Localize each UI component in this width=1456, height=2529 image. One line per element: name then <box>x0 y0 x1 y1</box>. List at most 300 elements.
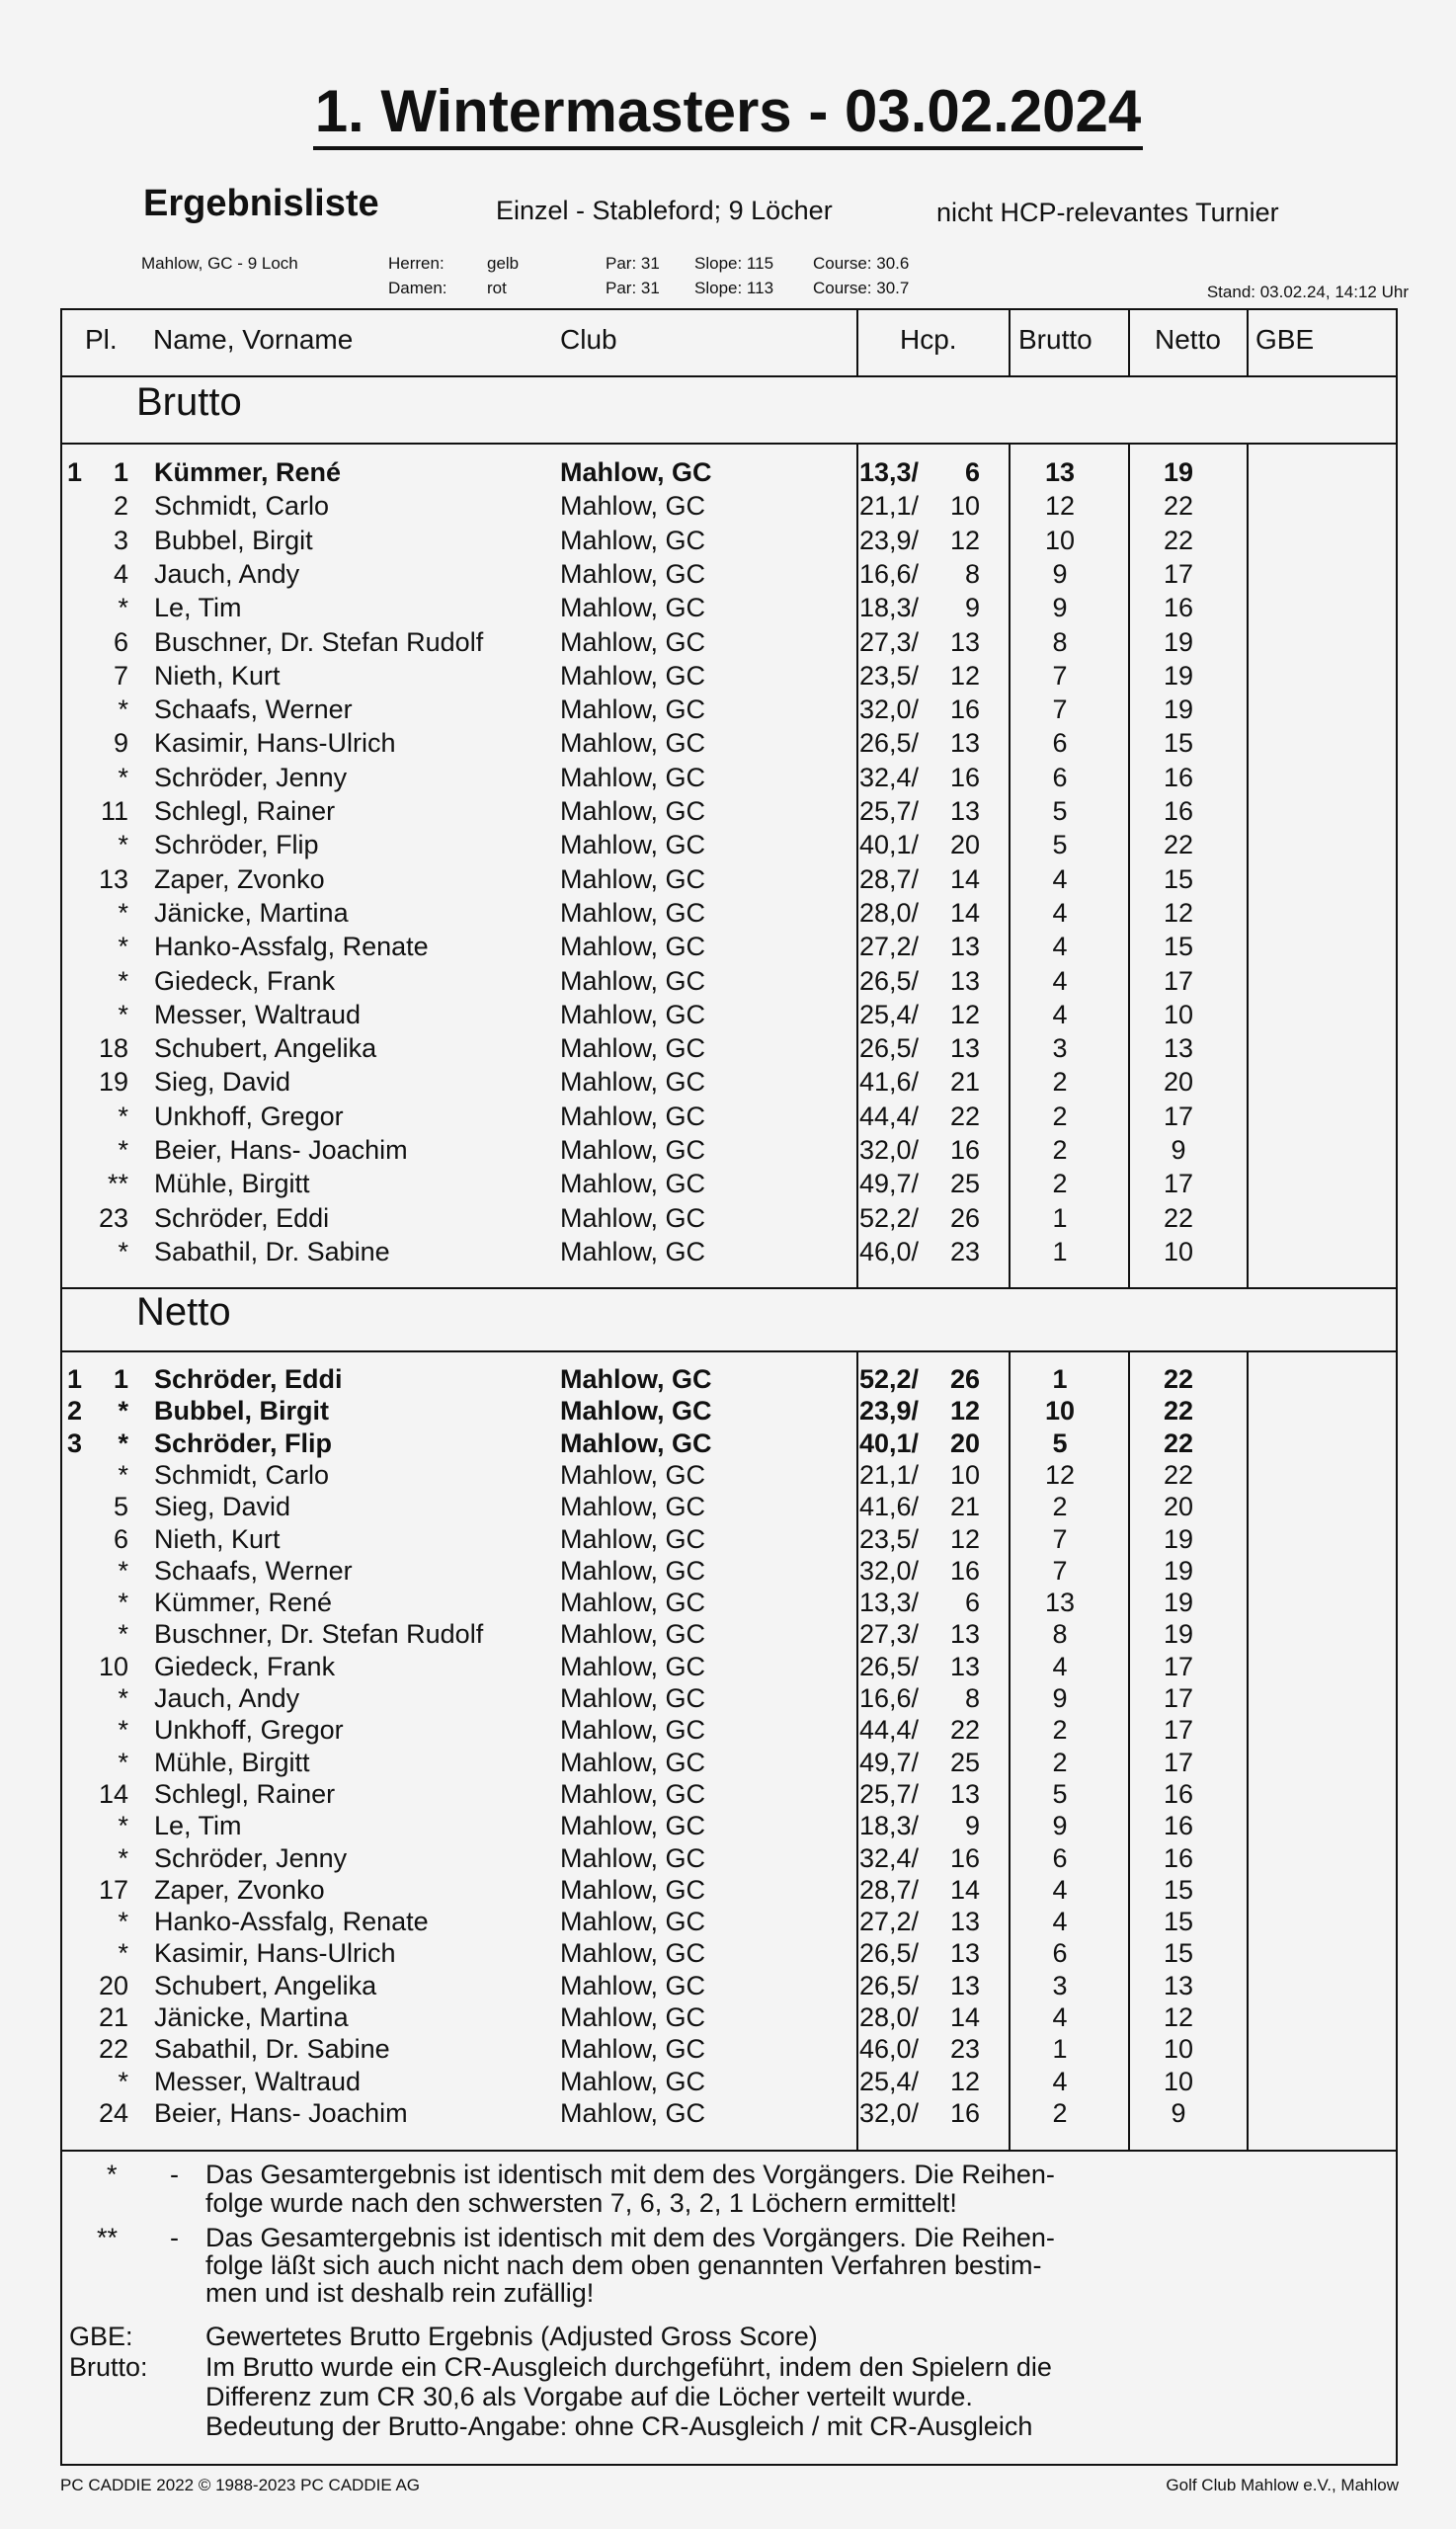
handicap-index: 21,1/ <box>858 1459 919 1490</box>
section-divider <box>60 1287 1398 1289</box>
placement: * <box>118 897 128 928</box>
playing-handicap: 21 <box>949 1067 980 1098</box>
playing-handicap: 9 <box>964 593 980 623</box>
netto-score: 19 <box>1163 1619 1194 1650</box>
club-name: Mahlow, GC <box>560 1778 706 1809</box>
placement: 18 <box>98 1033 128 1064</box>
placement: * <box>118 1555 128 1586</box>
placement: 3 <box>113 525 128 555</box>
club-name: Mahlow, GC <box>560 1619 706 1650</box>
netto-score: 17 <box>1163 1715 1194 1746</box>
placement: 6 <box>113 1523 128 1554</box>
brutto-score: 3 <box>1052 1970 1068 2000</box>
placement: 9 <box>113 728 128 759</box>
footnote-key: ** <box>97 2223 119 2252</box>
playing-handicap: 8 <box>964 1683 980 1713</box>
netto-score: 10 <box>1163 999 1194 1029</box>
playing-handicap: 12 <box>949 2066 980 2096</box>
player-name: Jänicke, Martina <box>154 2002 349 2032</box>
playing-handicap: 16 <box>949 762 980 792</box>
playing-handicap: 16 <box>949 1555 980 1586</box>
brutto-score: 12 <box>1044 491 1076 522</box>
brutto-score: 6 <box>1052 728 1068 759</box>
handicap-index: 26,5/ <box>858 965 919 996</box>
brutto-score: 2 <box>1052 1169 1068 1199</box>
course-name: Mahlow, GC - 9 Loch <box>141 254 298 273</box>
column-divider <box>1247 308 1249 375</box>
brutto-score: 6 <box>1052 762 1068 792</box>
placement: 7 <box>113 660 128 691</box>
netto-score: 22 <box>1163 1202 1194 1233</box>
player-name: Messer, Waltraud <box>154 999 362 1029</box>
handicap-index: 52,2/ <box>858 1202 919 1233</box>
netto-score: 17 <box>1163 965 1194 996</box>
playing-handicap: 13 <box>949 1970 980 2000</box>
playing-handicap: 23 <box>949 1236 980 1266</box>
brutto-score: 1 <box>1052 1236 1068 1266</box>
playing-handicap: 21 <box>949 1492 980 1522</box>
footnote-line: folge wurde nach den schwersten 7, 6, 3, 2, 1 Löchern ermittelt! <box>205 2188 957 2218</box>
netto-score: 10 <box>1163 1236 1194 1266</box>
footnote-key: Brutto: <box>69 2352 148 2382</box>
footer-copyright: PC CADDIE 2022 © 1988-2023 PC CADDIE AG <box>60 2476 421 2494</box>
placement: 14 <box>98 1778 128 1809</box>
handicap-index: 28,7/ <box>858 863 919 894</box>
playing-handicap: 16 <box>949 2097 980 2128</box>
brutto-score: 2 <box>1052 1135 1068 1165</box>
header-pl: Pl. <box>85 324 118 355</box>
brutto-score: 9 <box>1052 1811 1068 1841</box>
netto-score: 10 <box>1163 2066 1194 2096</box>
brutto-score: 5 <box>1052 830 1068 860</box>
handicap-index: 52,2/ <box>858 1364 919 1394</box>
stand-timestamp: Stand: 03.02.24, 14:12 Uhr <box>1206 283 1409 301</box>
netto-score: 16 <box>1163 1778 1194 1809</box>
placement: 17 <box>98 1874 128 1905</box>
handicap-index: 28,7/ <box>858 1874 919 1905</box>
handicap-index: 23,5/ <box>858 660 919 691</box>
player-name: Beier, Hans- Joachim <box>154 2097 408 2128</box>
column-divider <box>1128 308 1130 375</box>
handicap-index: 13,3/ <box>858 1588 919 1618</box>
playing-handicap: 14 <box>949 2002 980 2032</box>
handicap-index: 25,7/ <box>858 796 919 826</box>
handicap-index: 41,6/ <box>858 1067 919 1098</box>
handicap-index: 28,0/ <box>858 897 919 928</box>
placement: 5 <box>113 1492 128 1522</box>
netto-score: 19 <box>1163 626 1194 657</box>
club-name: Mahlow, GC <box>560 694 706 725</box>
brutto-score: 9 <box>1052 593 1068 623</box>
placement: * <box>118 1747 128 1777</box>
netto-score: 15 <box>1163 863 1194 894</box>
footnote-line: men und ist deshalb rein zufällig! <box>205 2278 595 2308</box>
footnote-line: Das Gesamtergebnis ist identisch mit dem des Vorgängers. Die Reihen- <box>205 2160 1055 2189</box>
player-name: Bubbel, Birgit <box>154 1396 329 1427</box>
handicap-index: 49,7/ <box>858 1169 919 1199</box>
playing-handicap: 9 <box>964 1811 980 1841</box>
placement: 21 <box>98 2002 128 2032</box>
handicap-index: 18,3/ <box>858 593 919 623</box>
placement: 4 <box>113 558 128 589</box>
player-name: Schmidt, Carlo <box>154 491 330 522</box>
club-name: Mahlow, GC <box>560 1135 706 1165</box>
player-name: Jauch, Andy <box>154 1683 300 1713</box>
playing-handicap: 25 <box>949 1169 980 1199</box>
footnote-divider <box>60 2150 1398 2152</box>
header-brutto: Brutto <box>1018 324 1092 355</box>
club-name: Mahlow, GC <box>560 1101 706 1131</box>
club-name: Mahlow, GC <box>560 1874 706 1905</box>
club-name: Mahlow, GC <box>560 593 706 623</box>
playing-handicap: 22 <box>949 1715 980 1746</box>
playing-handicap: 14 <box>949 863 980 894</box>
player-name: Kasimir, Hans-Ulrich <box>154 1938 396 1969</box>
netto-score: 22 <box>1163 1396 1194 1427</box>
player-name: Beier, Hans- Joachim <box>154 1135 408 1165</box>
club-name: Mahlow, GC <box>560 2097 706 2128</box>
placement: 13 <box>98 863 128 894</box>
brutto-score: 3 <box>1052 1033 1068 1064</box>
handicap-index: 21,1/ <box>858 491 919 522</box>
brutto-score: 7 <box>1052 660 1068 691</box>
player-name: Unkhoff, Gregor <box>154 1715 344 1746</box>
handicap-index: 28,0/ <box>858 2002 919 2032</box>
handicap-index: 41,6/ <box>858 1492 919 1522</box>
netto-score: 22 <box>1163 830 1194 860</box>
club-name: Mahlow, GC <box>560 1459 706 1490</box>
placement: * <box>118 965 128 996</box>
handicap-index: 26,5/ <box>858 1970 919 2000</box>
handicap-index: 32,0/ <box>858 1135 919 1165</box>
handicap-index: 27,2/ <box>858 1907 919 1937</box>
header-hcp: Hcp. <box>900 324 957 355</box>
club-name: Mahlow, GC <box>560 1067 706 1098</box>
club-name: Mahlow, GC <box>560 932 706 962</box>
placement: * <box>118 830 128 860</box>
header-netto: Netto <box>1155 324 1221 355</box>
list-subtitle: Ergebnisliste <box>143 183 379 224</box>
tee-color: gelb <box>487 254 520 273</box>
handicap-index: 32,4/ <box>858 762 919 792</box>
club-name: Mahlow, GC <box>560 1715 706 1746</box>
player-name: Schröder, Flip <box>154 1428 333 1458</box>
playing-handicap: 13 <box>949 796 980 826</box>
player-name: Zaper, Zvonko <box>154 1874 325 1905</box>
club-name: Mahlow, GC <box>560 863 706 894</box>
playing-handicap: 12 <box>949 525 980 555</box>
club-name: Mahlow, GC <box>560 830 706 860</box>
brutto-score: 1 <box>1052 1202 1068 1233</box>
club-name: Mahlow, GC <box>560 728 706 759</box>
player-name: Sabathil, Dr. Sabine <box>154 1236 390 1266</box>
player-name: Sieg, David <box>154 1067 291 1098</box>
netto-score: 17 <box>1163 558 1194 589</box>
playing-handicap: 13 <box>949 932 980 962</box>
placement: * <box>118 1619 128 1650</box>
netto-score: 19 <box>1163 1555 1194 1586</box>
column-divider <box>856 308 858 375</box>
player-name: Mühle, Birgitt <box>154 1747 310 1777</box>
handicap-index: 32,0/ <box>858 694 919 725</box>
player-name: Kümmer, René <box>154 457 342 487</box>
club-name: Mahlow, GC <box>560 1938 706 1969</box>
placement: * <box>118 932 128 962</box>
handicap-index: 18,3/ <box>858 1811 919 1841</box>
player-name: Sieg, David <box>154 1492 291 1522</box>
brutto-score: 2 <box>1052 1747 1068 1777</box>
netto-score: 20 <box>1163 1067 1194 1098</box>
netto-score: 17 <box>1163 1747 1194 1777</box>
netto-score: 9 <box>1171 2097 1186 2128</box>
footnote-line: Differenz zum CR 30,6 als Vorgabe auf die Löcher verteilt wurde. <box>205 2382 973 2411</box>
netto-score: 19 <box>1163 1588 1194 1618</box>
netto-score: 22 <box>1163 491 1194 522</box>
handicap-index: 44,4/ <box>858 1101 919 1131</box>
handicap-index: 16,6/ <box>858 558 919 589</box>
header-gbe: GBE <box>1255 324 1315 355</box>
brutto-score: 6 <box>1052 1842 1068 1873</box>
footnote-dash: - <box>170 2160 179 2189</box>
brutto-score: 2 <box>1052 1101 1068 1131</box>
playing-handicap: 13 <box>949 1778 980 1809</box>
column-divider <box>1247 1350 1249 2150</box>
club-name: Mahlow, GC <box>560 1428 712 1458</box>
playing-handicap: 13 <box>949 626 980 657</box>
section-title-brutto: Brutto <box>136 380 242 424</box>
club-name: Mahlow, GC <box>560 965 706 996</box>
player-name: Schröder, Jenny <box>154 1842 348 1873</box>
tee-label: Damen: <box>388 279 447 297</box>
section-title-netto: Netto <box>136 1290 231 1334</box>
brutto-score: 4 <box>1052 1874 1068 1905</box>
playing-handicap: 12 <box>949 1523 980 1554</box>
club-name: Mahlow, GC <box>560 1747 706 1777</box>
tee-par: Par: 31 <box>606 279 660 297</box>
footer-club: Golf Club Mahlow e.V., Mahlow <box>1166 2476 1399 2494</box>
column-divider <box>1009 308 1011 375</box>
player-name: Nieth, Kurt <box>154 1523 281 1554</box>
playing-handicap: 26 <box>949 1364 980 1394</box>
brutto-score: 8 <box>1052 626 1068 657</box>
page-title: 1. Wintermasters - 03.02.2024 <box>0 77 1456 145</box>
club-name: Mahlow, GC <box>560 1907 706 1937</box>
player-name: Schubert, Angelika <box>154 1033 377 1064</box>
placement: 11 <box>100 796 128 826</box>
footnote-key: GBE: <box>69 2322 133 2351</box>
netto-score: 16 <box>1163 1842 1194 1873</box>
brutto-score: 13 <box>1044 1588 1076 1618</box>
netto-score: 22 <box>1163 1428 1194 1458</box>
tee-par: Par: 31 <box>606 254 660 273</box>
netto-score: 12 <box>1163 897 1194 928</box>
brutto-score: 4 <box>1052 965 1068 996</box>
club-name: Mahlow, GC <box>560 558 706 589</box>
club-name: Mahlow, GC <box>560 762 706 792</box>
player-name: Schaafs, Werner <box>154 1555 353 1586</box>
placement: 22 <box>98 2034 128 2065</box>
brutto-score: 7 <box>1052 1555 1068 1586</box>
playing-handicap: 12 <box>949 1396 980 1427</box>
player-name: Schröder, Flip <box>154 830 319 860</box>
placement: * <box>118 1101 128 1131</box>
placement: * <box>118 999 128 1029</box>
player-name: Nieth, Kurt <box>154 660 281 691</box>
playing-handicap: 12 <box>949 999 980 1029</box>
club-name: Mahlow, GC <box>560 626 706 657</box>
playing-handicap: 13 <box>949 728 980 759</box>
placement: * <box>118 1135 128 1165</box>
playing-handicap: 12 <box>949 660 980 691</box>
playing-handicap: 13 <box>949 965 980 996</box>
placement: * <box>118 1588 128 1618</box>
brutto-score: 7 <box>1052 694 1068 725</box>
netto-score: 10 <box>1163 2034 1194 2065</box>
player-name: Hanko-Assfalg, Renate <box>154 932 429 962</box>
netto-score: 17 <box>1163 1651 1194 1681</box>
handicap-index: 40,1/ <box>858 830 919 860</box>
playing-handicap: 14 <box>949 1874 980 1905</box>
player-name: Jauch, Andy <box>154 558 300 589</box>
netto-score: 12 <box>1163 2002 1194 2032</box>
hcp-note: nicht HCP-relevantes Turnier <box>936 198 1279 227</box>
placement: * <box>118 1907 128 1937</box>
handicap-index: 16,6/ <box>858 1683 919 1713</box>
netto-score: 17 <box>1163 1683 1194 1713</box>
header-name: Name, Vorname <box>153 324 354 355</box>
netto-score: 16 <box>1163 593 1194 623</box>
club-name: Mahlow, GC <box>560 1811 706 1841</box>
handicap-index: 23,9/ <box>858 525 919 555</box>
playing-handicap: 13 <box>949 1907 980 1937</box>
playing-handicap: 13 <box>949 1938 980 1969</box>
playing-handicap: 10 <box>949 491 980 522</box>
placement: * <box>118 762 128 792</box>
player-name: Schröder, Eddi <box>154 1202 330 1233</box>
netto-score: 16 <box>1163 1811 1194 1841</box>
brutto-score: 4 <box>1052 897 1068 928</box>
brutto-score: 2 <box>1052 1715 1068 1746</box>
netto-score: 15 <box>1163 1874 1194 1905</box>
player-name: Schlegl, Rainer <box>154 1778 336 1809</box>
player-name: Le, Tim <box>154 593 242 623</box>
footnote-line: folge läßt sich auch nicht nach dem oben genannten Verfahren bestim- <box>205 2250 1042 2280</box>
footnote-line: Das Gesamtergebnis ist identisch mit dem des Vorgängers. Die Reihen- <box>205 2223 1055 2252</box>
netto-score: 22 <box>1163 1364 1194 1394</box>
footnote-line: Gewertetes Brutto Ergebnis (Adjusted Gross Score) <box>205 2322 818 2351</box>
player-name: Schlegl, Rainer <box>154 796 336 826</box>
netto-score: 15 <box>1163 932 1194 962</box>
netto-score: 19 <box>1163 694 1194 725</box>
brutto-score: 4 <box>1052 2066 1068 2096</box>
playing-handicap: 22 <box>949 1101 980 1131</box>
column-divider <box>1247 443 1249 1287</box>
handicap-index: 46,0/ <box>858 2034 919 2065</box>
playing-handicap: 16 <box>949 1842 980 1873</box>
rank-label: 1 <box>67 457 83 487</box>
handicap-index: 25,4/ <box>858 2066 919 2096</box>
placement: * <box>118 1459 128 1490</box>
player-name: Buschner, Dr. Stefan Rudolf <box>154 626 484 657</box>
placement: * <box>118 1396 128 1427</box>
handicap-index: 13,3/ <box>858 457 919 487</box>
rank-label: 1 <box>67 1364 83 1394</box>
club-name: Mahlow, GC <box>560 897 706 928</box>
rank-label: 3 <box>67 1428 83 1458</box>
netto-score: 22 <box>1163 525 1194 555</box>
brutto-score: 10 <box>1044 1396 1076 1427</box>
placement: * <box>118 1428 128 1458</box>
player-name: Mühle, Birgitt <box>154 1169 310 1199</box>
club-name: Mahlow, GC <box>560 796 706 826</box>
brutto-score: 4 <box>1052 932 1068 962</box>
player-name: Bubbel, Birgit <box>154 525 313 555</box>
placement: 23 <box>98 1202 128 1233</box>
netto-score: 19 <box>1163 660 1194 691</box>
handicap-index: 49,7/ <box>858 1747 919 1777</box>
player-name: Kasimir, Hans-Ulrich <box>154 728 396 759</box>
club-name: Mahlow, GC <box>560 660 706 691</box>
placement: 1 <box>113 457 128 487</box>
tee-slope: Slope: 115 <box>694 254 774 273</box>
player-name: Buschner, Dr. Stefan Rudolf <box>154 1619 484 1650</box>
handicap-index: 26,5/ <box>858 728 919 759</box>
placement: * <box>118 1715 128 1746</box>
brutto-score: 5 <box>1052 1428 1068 1458</box>
playing-handicap: 13 <box>949 1619 980 1650</box>
placement: 20 <box>98 1970 128 2000</box>
club-name: Mahlow, GC <box>560 1523 706 1554</box>
player-name: Giedeck, Frank <box>154 965 336 996</box>
player-name: Le, Tim <box>154 1811 242 1841</box>
tee-color: rot <box>487 279 507 297</box>
handicap-index: 27,2/ <box>858 932 919 962</box>
player-name: Schröder, Jenny <box>154 762 348 792</box>
playing-handicap: 13 <box>949 1651 980 1681</box>
handicap-index: 32,4/ <box>858 1842 919 1873</box>
handicap-index: 44,4/ <box>858 1715 919 1746</box>
player-name: Unkhoff, Gregor <box>154 1101 344 1131</box>
placement: 1 <box>113 1364 128 1394</box>
game-mode: Einzel - Stableford; 9 Löcher <box>496 196 833 225</box>
handicap-index: 27,3/ <box>858 1619 919 1650</box>
placement: 2 <box>113 491 128 522</box>
section-divider <box>60 1350 1398 1352</box>
brutto-score: 2 <box>1052 1067 1068 1098</box>
playing-handicap: 20 <box>949 1428 980 1458</box>
placement: * <box>118 1842 128 1873</box>
club-name: Mahlow, GC <box>560 491 706 522</box>
netto-score: 15 <box>1163 1938 1194 1969</box>
tee-label: Herren: <box>388 254 445 273</box>
player-name: Jänicke, Martina <box>154 897 349 928</box>
club-name: Mahlow, GC <box>560 2002 706 2032</box>
handicap-index: 26,5/ <box>858 1651 919 1681</box>
handicap-index: 46,0/ <box>858 1236 919 1266</box>
section-divider <box>60 443 1398 445</box>
playing-handicap: 16 <box>949 1135 980 1165</box>
club-name: Mahlow, GC <box>560 1683 706 1713</box>
player-name: Schaafs, Werner <box>154 694 353 725</box>
playing-handicap: 8 <box>964 558 980 589</box>
handicap-index: 23,5/ <box>858 1523 919 1554</box>
brutto-score: 7 <box>1052 1523 1068 1554</box>
tee-course: Course: 30.7 <box>813 279 910 297</box>
footnote-line: Bedeutung der Brutto-Angabe: ohne CR-Ausgleich / mit CR-Ausgleich <box>205 2411 1033 2441</box>
placement: * <box>118 1811 128 1841</box>
footnote-dash: - <box>170 2223 179 2252</box>
club-name: Mahlow, GC <box>560 2066 706 2096</box>
